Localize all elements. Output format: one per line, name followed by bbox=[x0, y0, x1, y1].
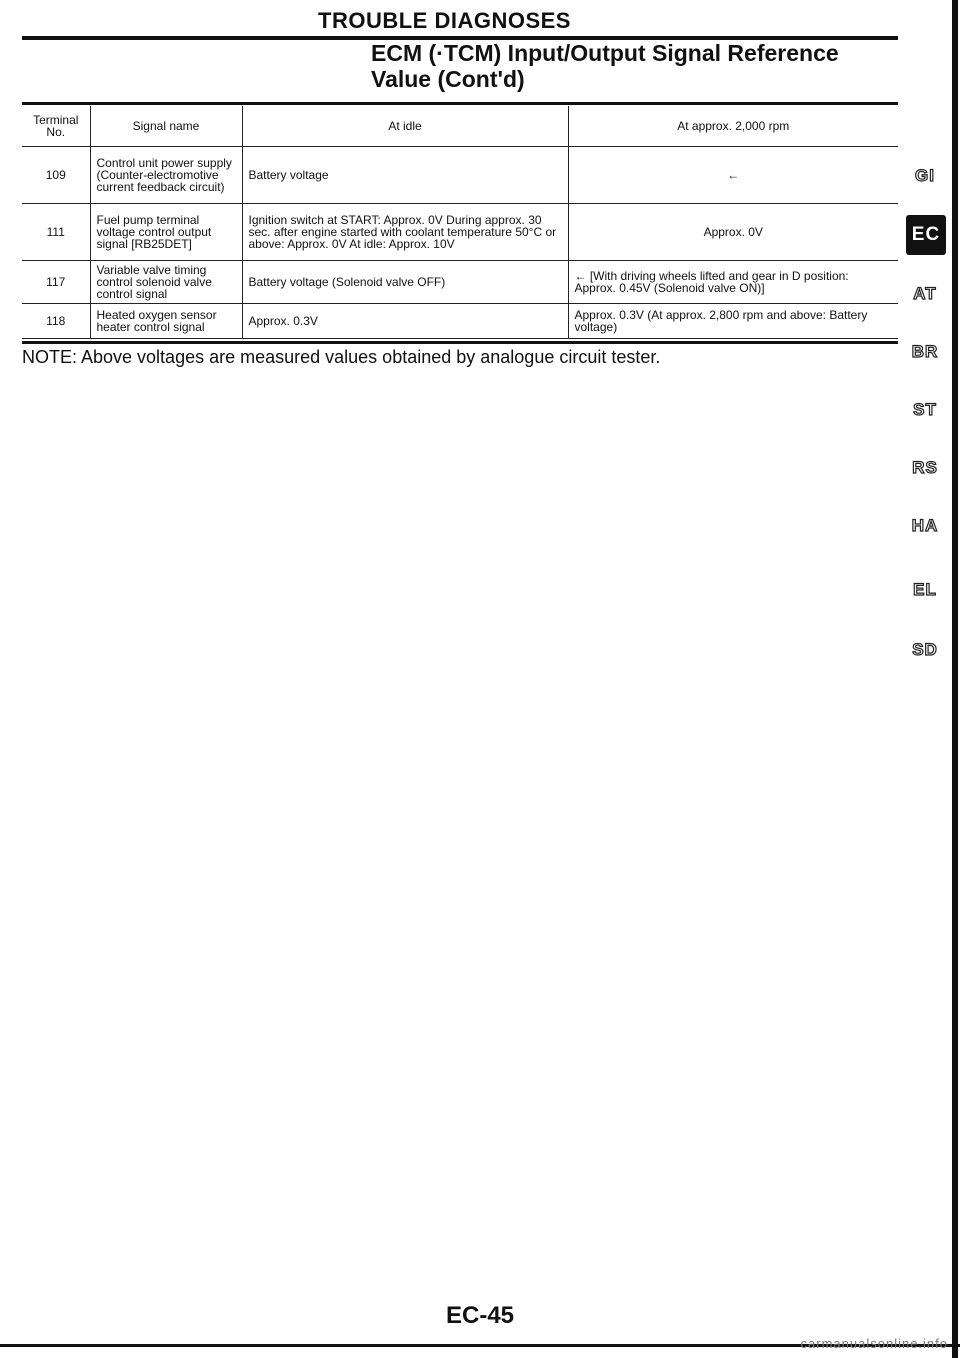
side-tab-ha[interactable]: HA bbox=[911, 516, 939, 535]
signal-name-cell: Control unit power supply (Counter-electromotive current feedback circuit) bbox=[90, 147, 242, 204]
watermark: carmanualsonline.info bbox=[800, 1336, 948, 1351]
side-tab-el[interactable]: EL bbox=[913, 580, 937, 599]
section-title bbox=[371, 40, 839, 92]
terminal-cell: 118 bbox=[22, 304, 90, 339]
terminal-cell: 111 bbox=[22, 204, 90, 261]
column-header-terminal: Terminal No. bbox=[22, 106, 90, 147]
table-top-rule bbox=[22, 102, 898, 105]
page-number: EC-45 bbox=[445, 1302, 515, 1329]
idle-value-cell: Battery voltage (Solenoid valve OFF) bbox=[242, 261, 568, 304]
terminal-cell: 109 bbox=[22, 147, 90, 204]
table-row bbox=[22, 261, 898, 304]
table-row bbox=[22, 204, 898, 261]
section-title-line-1: ECM (·TCM) Input/Output Signal Reference bbox=[371, 40, 839, 66]
idle-value-cell: Battery voltage bbox=[242, 147, 568, 204]
column-header-at-idle: At idle bbox=[242, 106, 568, 147]
terminal-cell: 117 bbox=[22, 261, 90, 304]
side-tab-sd[interactable]: SD bbox=[912, 640, 938, 659]
section-title-line-2: Value (Cont'd) bbox=[371, 66, 525, 92]
table-row bbox=[22, 304, 898, 339]
page-edge-bar bbox=[952, 0, 958, 1358]
rpm-value-cell: Approx. 0V bbox=[568, 204, 898, 261]
signal-name-cell: Heated oxygen sensor heater control signal bbox=[90, 304, 242, 339]
side-tab-gi[interactable]: GI bbox=[915, 166, 935, 185]
table-header-row bbox=[22, 106, 898, 147]
column-header-signal-name: Signal name bbox=[90, 106, 242, 147]
side-tab-ec[interactable]: EC bbox=[906, 215, 946, 255]
column-header-at-2000rpm: At approx. 2,000 rpm bbox=[568, 106, 898, 147]
idle-value-cell: Approx. 0.3V bbox=[242, 304, 568, 339]
signal-reference-table bbox=[22, 106, 898, 339]
table-bottom-rule bbox=[22, 341, 898, 344]
table-note: NOTE: Above voltages are measured values obtained by analogue circuit tester. bbox=[22, 347, 661, 367]
table-row bbox=[22, 147, 898, 204]
side-tab-br[interactable]: BR bbox=[911, 342, 939, 361]
signal-name-cell: Variable valve timing control solenoid valve control signal bbox=[90, 261, 242, 304]
side-tab-at[interactable]: AT bbox=[913, 284, 937, 303]
rpm-value-cell: Approx. 0.3V (At approx. 2,800 rpm and above: Battery voltage) bbox=[568, 304, 898, 339]
side-tab-st[interactable]: ST bbox=[913, 400, 937, 419]
rpm-value-cell: ← bbox=[568, 147, 898, 204]
page-header-title: TROUBLE DIAGNOSES bbox=[318, 8, 571, 33]
rpm-value-cell: ← [With driving wheels lifted and gear in D position: Approx. 0.45V (Solenoid valve ON)] bbox=[568, 261, 898, 304]
side-tab-rs[interactable]: RS bbox=[912, 458, 938, 477]
idle-value-cell: Ignition switch at START: Approx. 0V During approx. 30 sec. after engine started with coolant temperature 50°C or above: Approx. 0V At idle: Approx. 10V bbox=[242, 204, 568, 261]
signal-name-cell: Fuel pump terminal voltage control output signal [RB25DET] bbox=[90, 204, 242, 261]
